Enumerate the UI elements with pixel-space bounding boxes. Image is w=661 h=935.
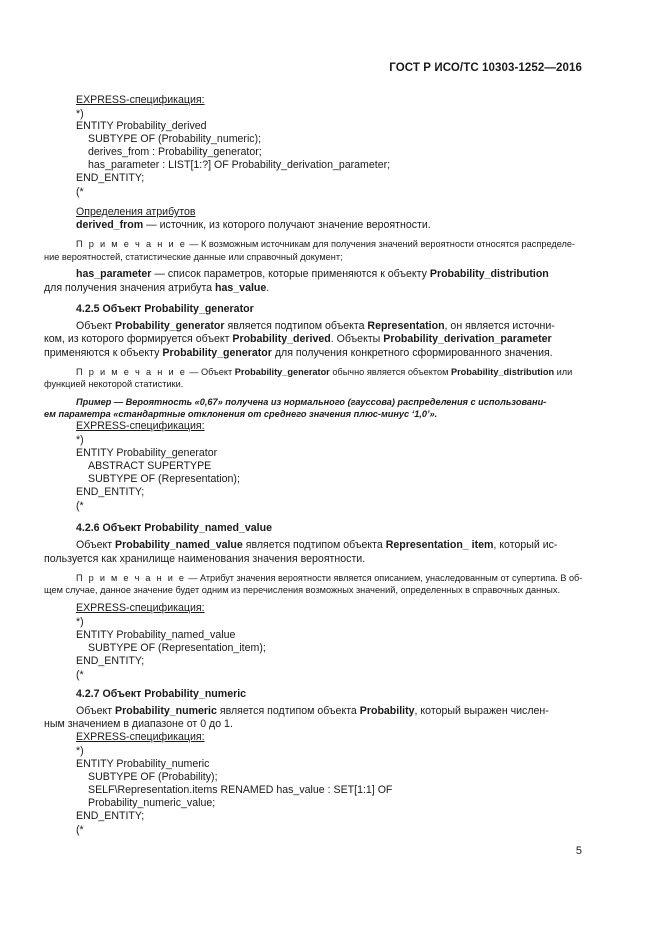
note-label: П р и м е ч а н и е (76, 573, 186, 583)
note-line: ние вероятностей, статистические данные или справочный документ; (44, 252, 343, 262)
code-line: SUBTYPE OF (Representation); (88, 473, 240, 485)
express-spec-label: EXPRESS-спецификация: (76, 420, 205, 432)
code-line: ENTITY Probability_named_value (76, 629, 236, 641)
note-line: П р и м е ч а н и е — Объект Probability_generator обычно является объектом Probability_distribution или (76, 367, 573, 377)
example-line: ем параметра «стандартные отклонения от среднего значения плюс-минус ‘1,0’». (44, 409, 438, 419)
note-line: функцией некоторой статистики. (44, 379, 184, 389)
paragraph-line: ным значением в диапазоне от 0 до 1. (44, 718, 233, 730)
code-line: ABSTRACT SUPERTYPE (88, 460, 212, 472)
paragraph-line: Объект Probability_numeric является подтипом объекта Probability, который выражен числен- (76, 705, 549, 717)
code-line: ENTITY Probability_derived (76, 120, 207, 132)
code-line: (* (76, 500, 84, 512)
paragraph-line: ком, из которого формируется объект Probability_derived. Объекты Probability_derivation_parameter (44, 333, 552, 345)
code-line: (* (76, 824, 84, 836)
note-line: П р и м е ч а н и е — Атрибут значения вероятности является описанием, унаследованным от супертипа. В об- (76, 573, 583, 583)
attribute-definition (76, 219, 431, 232)
paragraph-line: для получения значения атрибута has_value. (44, 282, 270, 294)
document-header: ГОСТ Р ИСО/ТС 10303-1252—2016 (389, 62, 582, 74)
code-line: ENTITY Probability_numeric (76, 758, 210, 770)
code-line: *) (76, 745, 84, 757)
code-line: SUBTYPE OF (Representation_item); (88, 642, 266, 654)
attribute-definitions-heading: Определения атрибутов (76, 206, 196, 218)
code-line: *) (76, 108, 84, 120)
paragraph-line: пользуется как хранилище наименования значения вероятности. (44, 553, 366, 565)
code-line: END_ENTITY; (76, 172, 145, 184)
express-spec-label: EXPRESS-спецификация: (76, 731, 205, 743)
paragraph-line: применяются к объекту Probability_generator для получения конкретного сформированного значения. (44, 347, 553, 359)
code-line: *) (76, 434, 84, 446)
note-line: П р и м е ч а н и е — К возможным источникам для получения значений вероятности относятся распределе- (76, 239, 576, 249)
note-label: П р и м е ч а н и е (76, 239, 187, 249)
code-line: SUBTYPE OF (Probability_numeric); (88, 133, 262, 145)
paragraph-line: Объект Probability_named_value является подтипом объекта Representation_ item, который ис- (76, 539, 558, 551)
section-title: 4.2.6 Объект Probability_named_value (76, 522, 272, 534)
section-title: 4.2.5 Объект Probability_generator (76, 303, 254, 315)
attribute-text: — источник, из которого получают значение вероятности. (143, 219, 431, 231)
code-line: (* (76, 669, 84, 681)
code-line: SUBTYPE OF (Probability); (88, 771, 218, 783)
attribute-term: has_parameter (76, 268, 152, 280)
code-line: derives_from : Probability_generator; (88, 146, 262, 158)
attribute-term: derived_from (76, 219, 144, 231)
page-number: 5 (575, 845, 582, 857)
code-line: *) (76, 616, 84, 628)
code-line: (* (76, 186, 84, 198)
attribute-definition: has_parameter — список параметров, которые применяются к объекту Probability_distribution (76, 268, 549, 280)
note-label: П р и м е ч а н и е (76, 367, 187, 377)
code-line: Probability_numeric_value; (88, 797, 216, 809)
note-line: щем случае, данное значение будет одним из перечисления возможных значений, определенных в справочных данных. (44, 585, 561, 595)
code-line: SELF\Representation.items RENAMED has_value : SET[1:1] OF (88, 784, 393, 796)
paragraph-line: Объект Probability_generator является подтипом объекта Representation, он является источни- (76, 320, 555, 332)
code-line: END_ENTITY; (76, 810, 145, 822)
code-line: has_parameter : LIST[1:?] OF Probability_derivation_parameter; (88, 159, 391, 171)
example-line: Пример — Вероятность «0,67» получена из нормального (гауссова) распределения с использовани- (76, 397, 547, 407)
code-line: ENTITY Probability_generator (76, 447, 218, 459)
express-spec-label: EXPRESS-спецификация: (76, 602, 205, 614)
code-line: END_ENTITY; (76, 486, 145, 498)
express-spec-label: EXPRESS-спецификация: (76, 94, 205, 106)
section-title: 4.2.7 Объект Probability_numeric (76, 688, 247, 700)
code-line: END_ENTITY; (76, 655, 145, 667)
